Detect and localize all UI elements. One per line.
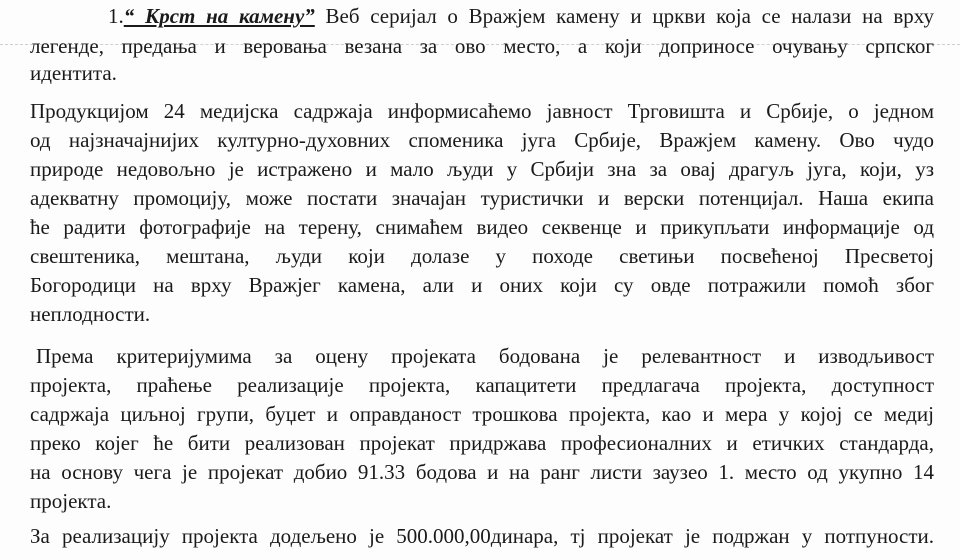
paragraph-3-line-1: Према критеријумима за оцену пројеката бодована је релевантност и изводљивост [36, 344, 934, 368]
list-number: 1. [108, 4, 124, 28]
paragraph-4-line-1: За реализацију пројекта додељено је 500.000,00динара, тј пројекат је подржан у потпуности. [30, 524, 934, 548]
paragraph-2-line-8: неплодности. [30, 302, 151, 326]
paragraph-3-line-6: пројекта. [30, 489, 112, 513]
paragraph-1-line-1 [108, 3, 934, 29]
paragraph-2-line-5: ће радити фотографије на терену, снимаћем видео секвенце и прикупљати информације од [30, 215, 934, 239]
paragraph-3-line-2: пројекта, праћење реализације пројекта, капацитети предлагача пројекта, доступност [30, 373, 934, 397]
paragraph-2-line-3: природе недовољно је истражено и мало људи у Србији зна за овај драгуљ југа, који, уз [30, 157, 934, 181]
paragraph-1-line-3: идентита. [30, 61, 117, 85]
paragraph-1-line-2: легенде, предања и веровања везана за ово место, а који доприносе очувању српског [30, 34, 934, 58]
paragraph-2-line-2: од најзначајнијих културно-духовних споменика југа Србије, Вражјем камену. Ово чудо [30, 128, 934, 152]
project-title: “ Крст на камену” [123, 4, 315, 28]
paragraph-2-line-4: адекватну промоцију, може постати значајан туристички и верски потенцијал. Наша екипа [30, 186, 934, 210]
paragraph-2-line-1: Продукцијом 24 медијска садржаја информисаћемо јавност Трговишта и Србије, о једном [30, 99, 934, 123]
paragraph-2-line-6: свештеника, мештана, људи који долазе у походе светињи посвећеној Пресветој [30, 244, 934, 268]
paragraph-3-line-3: садржаја циљној групи, буџет и оправданост трошкова пројекта, као и мера у којој се медиј [30, 402, 934, 426]
paragraph-1-line-1-text: Веб серијал о Вражјем камену и цркви која се налази на врху [314, 4, 934, 28]
paragraph-2-line-7: Богородици на врху Вражјег камена, али и оних који су овде потражили помоћ због [30, 273, 934, 297]
paragraph-3-line-4: преко којег ће бити реализован пројекат придржава професионалних и етичких стандарда, [30, 431, 934, 455]
paragraph-3-line-5: на основу чега је пројекат добио 91.33 бодова и на ранг листи заузео 1. место од укупно 14 [30, 460, 934, 484]
